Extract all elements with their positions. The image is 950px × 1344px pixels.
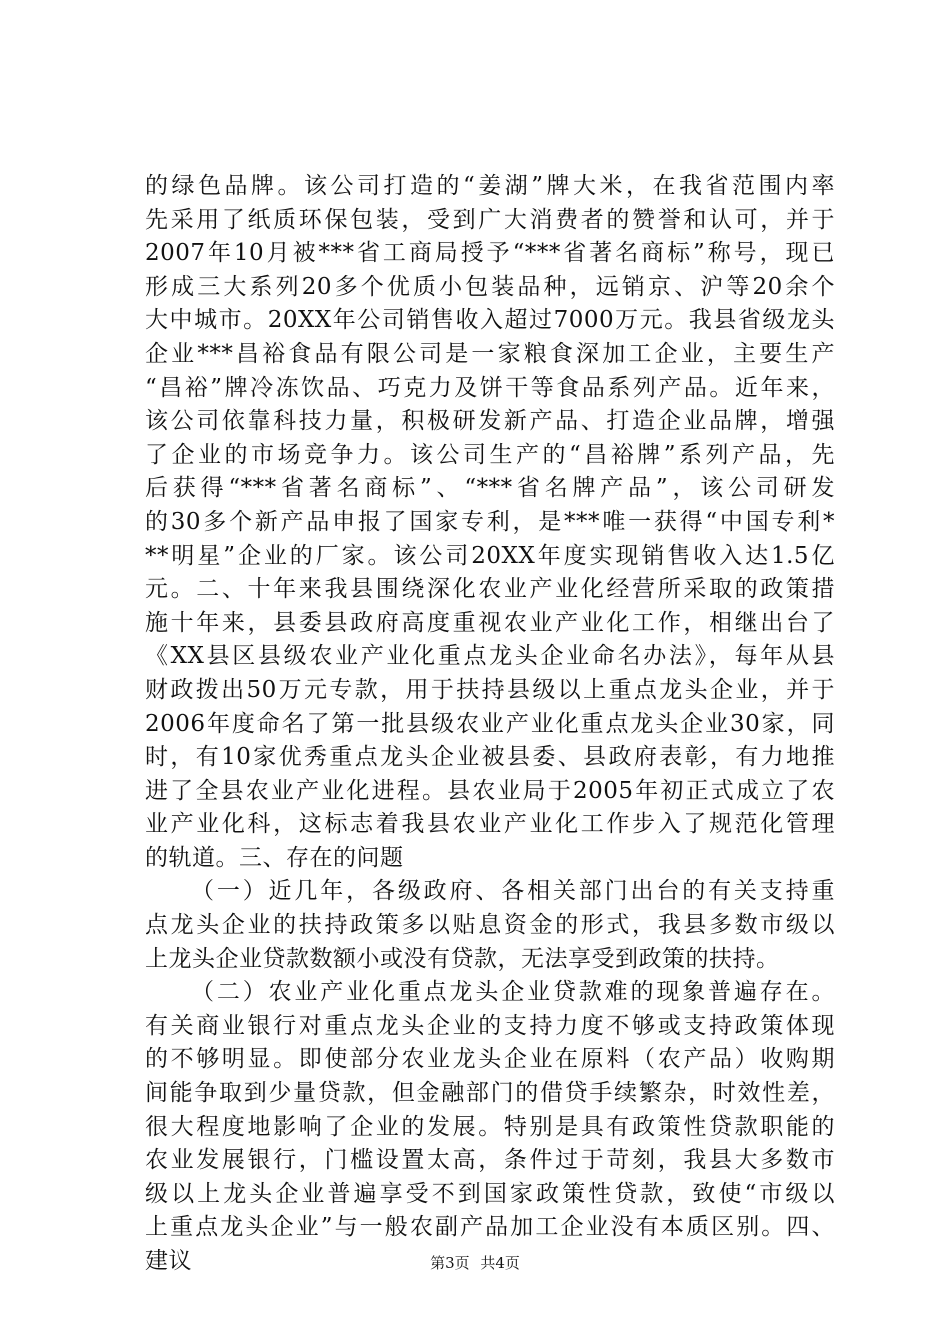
text-line: 很大程度地影响了企业的发展。特别是具有政策性贷款职能的 (145, 1113, 835, 1140)
text-line: 的绿色品牌。该公司打造的“姜湖”牌大米，在我省范围内率 (145, 173, 835, 199)
page-total: 共4页 (480, 1254, 520, 1272)
text-line: 了企业的市场竞争力。该公司生产的“昌裕牌”系列产品，先 (145, 441, 835, 468)
text-line: （一）近几年，各级政府、各相关部门出台的有关支持重 (191, 878, 835, 905)
text-line: **明星”企业的厂家。该公司20XX年度实现销售收入达1.5亿 (145, 542, 835, 569)
text-line: 级以上龙头企业普遍享受不到国家政策性贷款，致使“市级以 (145, 1180, 835, 1207)
text-line: 业产业化科，这标志着我县农业产业化工作步入了规范化管理 (145, 811, 835, 838)
body-text (145, 170, 835, 1279)
text-line: （二）农业产业化重点龙头企业贷款难的现象普遍存在。 (191, 979, 835, 1006)
page-number: 第3页 (430, 1254, 470, 1272)
text-line: 大中城市。20XX年公司销售收入超过7000万元。我县省级龙头 (145, 307, 835, 334)
text-line: 后获得“***省著名商标”、“***省名牌产品”，该公司研发 (145, 475, 835, 502)
text-line: 企业***昌裕食品有限公司是一家粮食深加工企业，主要生产 (145, 340, 835, 367)
text-line: 2007年10月被***省工商局授予“***省著名商标”称号，现已 (145, 240, 835, 267)
text-line: 农业发展银行，门槛设置太高，条件过于苛刻，我县大多数市 (145, 1147, 835, 1174)
text-line: 的不够明显。即使部分农业龙头企业在原料（农产品）收购期 (145, 1046, 835, 1073)
text-line: 该公司依靠科技力量，积极研发新产品、打造企业品牌，增强 (145, 408, 835, 435)
text-line: 财政拨出50万元专款，用于扶持县级以上重点龙头企业，并于 (145, 676, 835, 703)
text-line: 元。二、十年来我县围绕深化农业产业化经营所采取的政策措 (145, 576, 835, 603)
text-line: 有关商业银行对重点龙头企业的支持力度不够或支持政策体现 (145, 1012, 835, 1039)
text-line: 2006年度命名了第一批县级农业产业化重点龙头企业30家，同 (145, 710, 835, 737)
text-line: 先采用了纸质环保包装，受到广大消费者的赞誉和认可，并于 (145, 206, 835, 233)
text-line: 进了全县农业产业化进程。县农业局于2005年初正式成立了农 (145, 777, 835, 804)
text-line: 建议 (145, 1248, 192, 1274)
text-line: 点龙头企业的扶持政策多以贴息资金的形式，我县多数市级以 (145, 912, 835, 939)
text-line: 形成三大系列20多个优质小包装品种，远销京、沪等20余个 (145, 273, 835, 300)
text-line: 上重点龙头企业”与一般农副产品加工企业没有本质区别。四、 (145, 1214, 835, 1241)
text-line: 施十年来，县委县政府高度重视农业产业化工作，相继出台了 (145, 609, 835, 636)
text-line: 的30多个新产品申报了国家专利，是***唯一获得“中国专利* (145, 508, 835, 535)
text-line: 《XX县区县级农业产业化重点龙头企业命名办法》，每年从县 (145, 643, 835, 670)
text-line: 的轨道。三、存在的问题 (145, 844, 404, 871)
text-line: 间能争取到少量贷款，但金融部门的借贷手续繁杂，时效性差， (145, 1080, 835, 1107)
text-line: 上龙头企业贷款数额小或没有贷款，无法享受到政策的扶持。 (145, 945, 780, 972)
text-line: “昌裕”牌冷冻饮品、巧克力及饼干等食品系列产品。近年来， (145, 374, 835, 401)
text-line: 时，有10家优秀重点龙头企业被县委、县政府表彰，有力地推 (145, 744, 835, 771)
page-footer (0, 1253, 950, 1273)
